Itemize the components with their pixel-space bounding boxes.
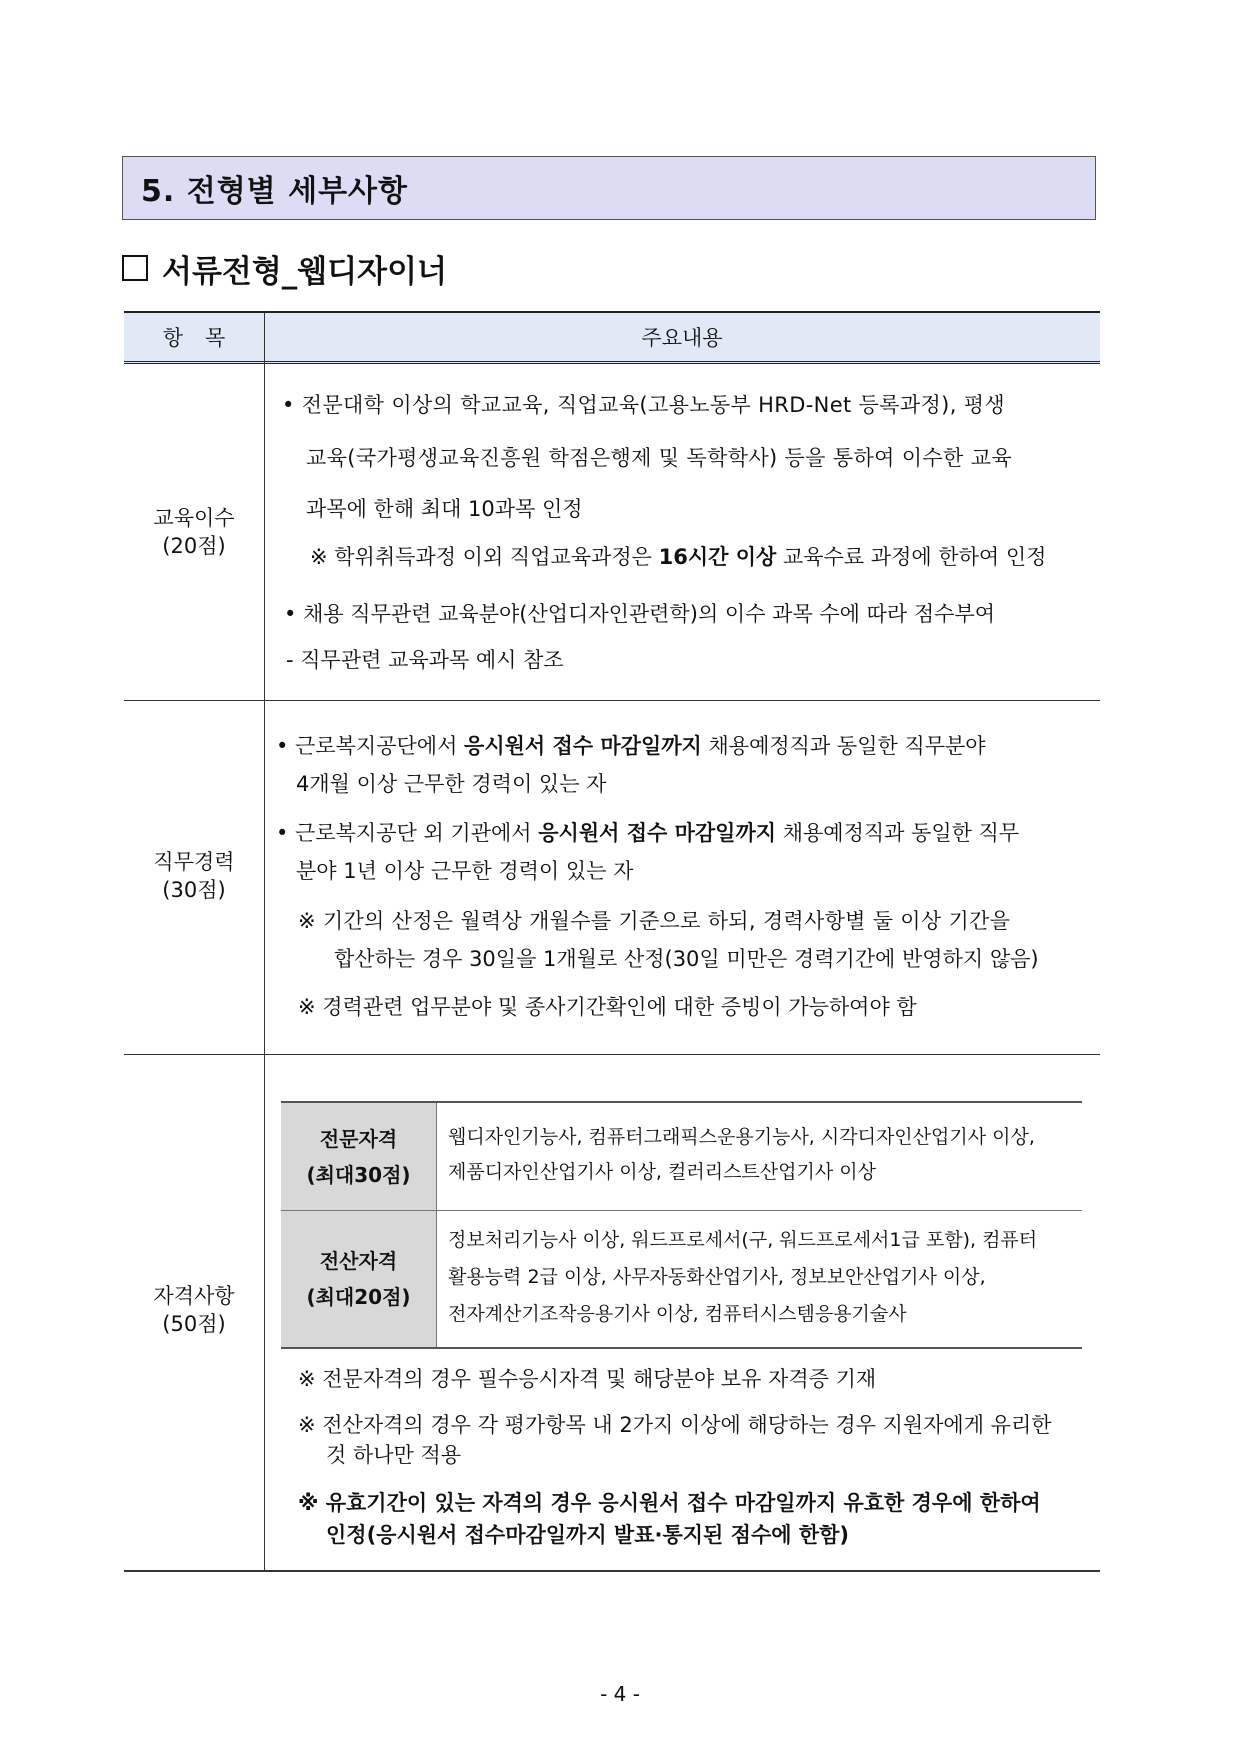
inner-table-bottom bbox=[281, 1347, 1082, 1349]
edu-line-4: • 채용 직무관련 교육분야(산업디자인관련학)의 이수 과목 수에 따라 점수부여 bbox=[284, 602, 996, 626]
section-title: 5. 전형별 세부사항 bbox=[141, 174, 409, 209]
it-qual-label-title: 전산자격 bbox=[319, 1249, 398, 1273]
education-label-points: (20점) bbox=[162, 534, 226, 558]
it-qual-line-1: 정보처리기능사 이상, 워드프로세서(구, 워드프로세서1급 포함), 컴퓨터 bbox=[448, 1229, 1038, 1251]
column-divider bbox=[264, 311, 265, 1571]
table-bottom bbox=[124, 1570, 1100, 1572]
career-b1-d: 4개월 이상 근무한 경력이 있는 자 bbox=[296, 772, 607, 796]
pro-qual-line-2: 제품디자인산업기사 이상, 컬러리스트산업기사 이상 bbox=[448, 1161, 876, 1183]
qualification-label-points: (50점) bbox=[162, 1312, 226, 1336]
career-label-points: (30점) bbox=[162, 878, 226, 902]
it-qual-line-3: 전자계산기조작응용기사 이상, 컴퓨터시스템응용기술사 bbox=[448, 1303, 907, 1325]
page-number: - 4 - bbox=[600, 1682, 640, 1706]
career-b1-bold: 응시원서 접수 마감일까지 bbox=[464, 734, 702, 758]
career-b1-a: 근로복지공단에서 bbox=[295, 734, 458, 758]
career-b2-a: 근로복지공단 외 기관에서 bbox=[295, 821, 532, 845]
edu-line-3: 과목에 한해 최대 10과목 인정 bbox=[306, 497, 583, 521]
edu-note bbox=[310, 542, 1046, 572]
edu-line-1-text: 전문대학 이상의 학교교육, 직업교육(고용노동부 HRD-Net 등록과정), 평생 bbox=[301, 393, 1006, 417]
checkbox-square-icon bbox=[122, 255, 148, 281]
career-b2-bold: 응시원서 접수 마감일까지 bbox=[538, 821, 777, 845]
qualification-label-title: 자격사항 bbox=[153, 1284, 235, 1308]
edu-line-4-text: 채용 직무관련 교육분야(산업디자인관련학)의 이수 과목 수에 따라 점수부여 bbox=[303, 602, 996, 626]
it-qual-label-max: (최대20점) bbox=[306, 1285, 411, 1309]
career-note-2: ※ 경력관련 업무분야 및 종사기간확인에 대한 증빙이 가능하여야 함 bbox=[298, 995, 917, 1019]
edu-note-a: ※ 학위취득과정 이외 직업교육과정은 bbox=[310, 545, 652, 569]
table-header bbox=[124, 311, 1100, 364]
career-b2-c: 채용예정직과 동일한 직무 bbox=[782, 821, 1020, 845]
career-note-1a: ※ 기간의 산정은 월력상 개월수를 기준으로 하되, 경력사항별 둘 이상 기간을 bbox=[298, 909, 1011, 933]
it-qual-line-2: 활용능력 2급 이상, 사무자동화산업기사, 정보보안산업기사 이상, bbox=[448, 1266, 986, 1288]
pro-qual-label-max: (최대30점) bbox=[306, 1162, 411, 1187]
pro-qual-line-1: 웹디자인기능사, 컴퓨터그래픽스운용기능사, 시각디자인산업기사 이상, bbox=[448, 1126, 1035, 1148]
header-content: 주요내용 bbox=[641, 326, 723, 350]
pro-qual-label-title: 전문자격 bbox=[319, 1126, 398, 1151]
qual-note-3b: 인정(응시원서 접수마감일까지 발표·통지된 점수에 한함) bbox=[326, 1523, 849, 1547]
career-bullet-2: • 근로복지공단 외 기관에서 응시원서 접수 마감일까지 채용예정직과 동일한 직무 bbox=[276, 821, 1020, 845]
edu-line-2: 교육(국가평생교육진흥원 학점은행제 및 독학학사) 등을 통하여 이수한 교육 bbox=[306, 446, 1012, 470]
career-label bbox=[124, 848, 264, 904]
subheading bbox=[122, 246, 447, 290]
career-note-1b: 합산하는 경우 30일을 1개월로 산정(30일 미만은 경력기간에 반영하지 않음) bbox=[334, 947, 1039, 971]
row-divider-2 bbox=[124, 1054, 1100, 1055]
it-qual-label bbox=[281, 1211, 437, 1347]
education-label bbox=[124, 504, 264, 560]
career-b2-d: 분야 1년 이상 근무한 경력이 있는 자 bbox=[296, 859, 634, 883]
qual-note-1: ※ 전문자격의 경우 필수응시자격 및 해당분야 보유 자격증 기재 bbox=[298, 1367, 877, 1391]
edu-line-1: • 전문대학 이상의 학교교육, 직업교육(고용노동부 HRD-Net 등록과정), 평생 bbox=[282, 393, 1006, 417]
qualification-label bbox=[124, 1282, 264, 1338]
qual-note-2a: ※ 전산자격의 경우 각 평가항목 내 2가지 이상에 해당하는 경우 지원자에게 유리한 bbox=[298, 1413, 1052, 1437]
qual-note-3a: ※ 유효기간이 있는 자격의 경우 응시원서 접수 마감일까지 유효한 경우에 한하여 bbox=[298, 1491, 1041, 1515]
career-b1-c: 채용예정직과 동일한 직무분야 bbox=[708, 734, 986, 758]
edu-line-5: - 직무관련 교육과목 예시 참조 bbox=[286, 648, 564, 672]
edu-note-bold: 16시간 이상 bbox=[658, 545, 777, 569]
edu-note-c: 교육수료 과정에 한하여 인정 bbox=[782, 545, 1047, 569]
subheading-text: 서류전형_웹디자이너 bbox=[162, 253, 448, 290]
qual-note-2b: 것 하나만 적용 bbox=[326, 1443, 462, 1467]
education-label-title: 교육이수 bbox=[153, 506, 235, 530]
section-title-box bbox=[122, 156, 1096, 220]
row-divider-1 bbox=[124, 700, 1100, 701]
career-label-title: 직무경력 bbox=[153, 850, 235, 874]
pro-qual-label bbox=[281, 1103, 437, 1210]
career-bullet-1: • 근로복지공단에서 응시원서 접수 마감일까지 채용예정직과 동일한 직무분야 bbox=[276, 734, 986, 758]
header-item: 항목 bbox=[162, 326, 248, 350]
